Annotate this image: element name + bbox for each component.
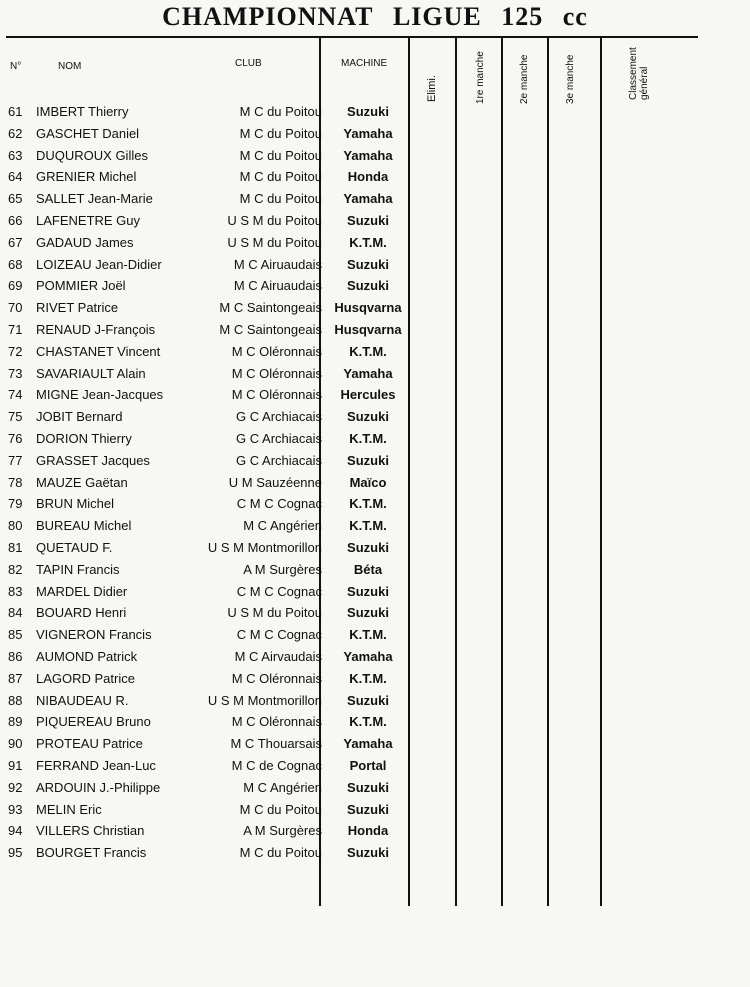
machine-name: Husqvarna (334, 321, 402, 337)
table-row (0, 845, 750, 867)
table-row (0, 126, 750, 148)
header-manche-1: 1re manche (475, 51, 486, 104)
machine-name: Maïco (349, 474, 387, 490)
entries-table (0, 104, 750, 867)
row-number: 63 (8, 147, 23, 163)
club-name: U S M du Poitou (227, 212, 322, 228)
table-row (0, 322, 750, 344)
machine-name: Honda (347, 169, 389, 185)
rider-name: FERRAND Jean-Luc (36, 757, 156, 773)
row-number: 77 (8, 452, 23, 468)
table-row (0, 431, 750, 453)
machine-name: Hercules (340, 387, 396, 403)
table-row (0, 300, 750, 322)
table-row (0, 802, 750, 824)
machine-name: Suzuki (347, 104, 389, 119)
club-name: M C Thouarsais (230, 736, 322, 752)
club-name: M C Saintongeais (219, 321, 322, 337)
row-number: 85 (8, 627, 23, 643)
table-row (0, 736, 750, 758)
table-row (0, 148, 750, 170)
row-number: 81 (8, 539, 23, 555)
club-name: M C du Poitou (239, 801, 322, 817)
club-name: U S M Montmorillon (207, 692, 322, 708)
machine-name: K.T.M. (349, 714, 387, 730)
machine-name: Yamaha (343, 365, 393, 381)
rider-name: BOUARD Henri (36, 605, 127, 621)
table-row (0, 714, 750, 736)
rider-name: VIGNERON Francis (36, 627, 152, 643)
club-name: A M Surgères (243, 823, 322, 839)
club-name: U S M du Poitou (227, 234, 322, 250)
club-name: M C Oléronnais (231, 714, 322, 730)
row-number: 65 (8, 191, 23, 207)
row-number: 86 (8, 648, 23, 664)
row-number: 76 (8, 430, 23, 446)
machine-name: Yamaha (343, 125, 393, 141)
header-manche-2: 2e manche (519, 54, 530, 104)
rider-name: GRASSET Jacques (36, 452, 150, 468)
row-number: 72 (8, 343, 23, 359)
table-row (0, 693, 750, 715)
machine-name: K.T.M. (349, 518, 387, 534)
header-elimi: Elimi. (426, 75, 438, 102)
machine-name: Suzuki (347, 845, 389, 861)
title-word-2: LIGUE (392, 2, 482, 31)
machine-name: Yamaha (343, 736, 393, 752)
row-number: 61 (8, 104, 23, 119)
rider-name: MAUZE Gaëtan (36, 474, 128, 490)
row-number: 68 (8, 256, 23, 272)
machine-name: K.T.M. (349, 343, 387, 359)
row-number: 91 (8, 757, 23, 773)
machine-name: Suzuki (347, 605, 389, 621)
rider-name: PIQUEREAU Bruno (36, 714, 151, 730)
page-title (0, 2, 750, 32)
machine-name: Suzuki (347, 583, 389, 599)
row-number: 62 (8, 125, 23, 141)
rider-name: POMMIER Joël (36, 278, 126, 294)
table-row (0, 518, 750, 540)
club-name: M C du Poitou (239, 169, 322, 185)
machine-name: K.T.M. (349, 496, 387, 512)
rider-name: GADAUD James (36, 234, 134, 250)
table-row (0, 366, 750, 388)
table-row (0, 453, 750, 475)
club-name: M C Airvaudais (234, 648, 322, 664)
club-name: M C du Poitou (239, 147, 322, 163)
rider-name: JOBIT Bernard (36, 409, 123, 425)
table-row (0, 344, 750, 366)
club-name: M C du Poitou (239, 191, 322, 207)
club-name: A M Surgères (243, 561, 322, 577)
table-row (0, 235, 750, 257)
table-row (0, 758, 750, 780)
row-number: 69 (8, 278, 23, 294)
rider-name: GASCHET Daniel (36, 125, 140, 141)
row-number: 83 (8, 583, 23, 599)
row-number: 95 (8, 845, 23, 861)
club-name: M C Oléronnais (231, 670, 322, 686)
club-name: M C Angérien (243, 779, 322, 795)
club-name: M C Oléronnais (231, 365, 322, 381)
club-name: C M C Cognac (236, 583, 322, 599)
rider-name: ARDOUIN J.-Philippe (36, 779, 161, 795)
title-word-4: cc (562, 2, 588, 31)
club-name: G C Archiacais (236, 409, 322, 425)
machine-name: Yamaha (343, 191, 393, 207)
rider-name: DUQUROUX Gilles (36, 147, 148, 163)
rider-name: LAGORD Patrice (36, 670, 135, 686)
table-row (0, 191, 750, 213)
machine-name: K.T.M. (349, 430, 387, 446)
rider-name: QUETAUD F. (36, 539, 113, 555)
rider-name: TAPIN Francis (36, 561, 120, 577)
row-number: 66 (8, 212, 23, 228)
machine-name: Husqvarna (334, 300, 402, 316)
club-name: M C Oléronnais (231, 343, 322, 359)
header-classement: Classement général (628, 47, 650, 100)
machine-name: Suzuki (347, 539, 389, 555)
table-row (0, 605, 750, 627)
rider-name: LOIZEAU Jean-Didier (36, 256, 162, 272)
row-number: 64 (8, 169, 23, 185)
row-number: 88 (8, 692, 23, 708)
rider-name: GRENIER Michel (36, 169, 137, 185)
rider-name: MELIN Eric (36, 801, 102, 817)
machine-name: K.T.M. (349, 670, 387, 686)
table-row (0, 257, 750, 279)
club-name: U S M du Poitou (227, 605, 322, 621)
rider-name: MARDEL Didier (36, 583, 128, 599)
table-row (0, 671, 750, 693)
table-row (0, 584, 750, 606)
row-number: 73 (8, 365, 23, 381)
row-number: 78 (8, 474, 23, 490)
club-name: M C Oléronnais (231, 387, 322, 403)
header-rule (6, 36, 698, 38)
machine-name: K.T.M. (349, 234, 387, 250)
rider-name: IMBERT Thierry (36, 104, 129, 119)
club-name: M C du Poitou (239, 125, 322, 141)
machine-name: Yamaha (343, 648, 393, 664)
machine-name: Suzuki (347, 278, 389, 294)
table-row (0, 823, 750, 845)
table-row (0, 213, 750, 235)
rider-name: RENAUD J-François (36, 321, 156, 337)
table-row (0, 562, 750, 584)
table-row (0, 627, 750, 649)
machine-name: Suzuki (347, 692, 389, 708)
table-row (0, 780, 750, 802)
table-row (0, 496, 750, 518)
club-name: M C Angérien (243, 518, 322, 534)
machine-name: Yamaha (343, 147, 393, 163)
row-number: 93 (8, 801, 23, 817)
machine-name: Suzuki (347, 452, 389, 468)
club-name: M C Airuaudais (233, 256, 322, 272)
rider-name: CHASTANET Vincent (36, 343, 161, 359)
rider-name: NIBAUDEAU R. (36, 692, 129, 708)
rider-name: BUREAU Michel (36, 518, 132, 534)
rider-name: BRUN Michel (36, 496, 115, 512)
rider-name: DORION Thierry (36, 430, 132, 446)
row-number: 79 (8, 496, 23, 512)
club-name: G C Archiacais (236, 452, 322, 468)
machine-name: Suzuki (347, 409, 389, 425)
row-number: 89 (8, 714, 23, 730)
header-manche-3: 3e manche (565, 54, 576, 104)
row-number: 75 (8, 409, 23, 425)
table-row (0, 387, 750, 409)
row-number: 87 (8, 670, 23, 686)
club-name: G C Archiacais (236, 430, 322, 446)
rider-name: SALLET Jean-Marie (36, 191, 153, 207)
machine-name: Suzuki (347, 801, 389, 817)
row-number: 80 (8, 518, 23, 534)
table-row (0, 169, 750, 191)
machine-name: Béta (353, 561, 383, 577)
club-name: M C du Poitou (239, 845, 322, 861)
header-nom: NOM (58, 61, 82, 72)
table-row (0, 278, 750, 300)
machine-name: Suzuki (347, 779, 389, 795)
rider-name: AUMOND Patrick (36, 648, 138, 664)
row-number: 82 (8, 561, 23, 577)
rider-name: MIGNE Jean-Jacques (36, 387, 164, 403)
header-machine: MACHINE (341, 58, 388, 69)
club-name: U M Sauzéenne (228, 474, 322, 490)
club-name: M C de Cognac (231, 757, 322, 773)
machine-name: K.T.M. (349, 627, 387, 643)
row-number: 94 (8, 823, 23, 839)
title-word-1: CHAMPIONNAT (162, 2, 374, 31)
table-row (0, 649, 750, 671)
rider-name: PROTEAU Patrice (36, 736, 143, 752)
club-name: C M C Cognac (236, 496, 322, 512)
row-number: 71 (8, 321, 23, 337)
rider-name: VILLERS Christian (36, 823, 145, 839)
club-name: U S M Montmorillon (207, 539, 322, 555)
club-name: M C Airuaudais (233, 278, 322, 294)
machine-name: Suzuki (347, 256, 389, 272)
table-row (0, 475, 750, 497)
machine-name: Portal (349, 757, 387, 773)
header-club: CLUB (235, 58, 262, 69)
row-number: 70 (8, 300, 23, 316)
club-name: M C du Poitou (239, 104, 322, 119)
table-row (0, 104, 750, 126)
table-row (0, 540, 750, 562)
machine-name: Suzuki (347, 212, 389, 228)
header-no: N° (10, 61, 22, 72)
machine-name: Honda (347, 823, 389, 839)
row-number: 74 (8, 387, 23, 403)
title-word-3: 125 (501, 2, 544, 31)
row-number: 84 (8, 605, 23, 621)
rider-name: SAVARIAULT Alain (36, 365, 146, 381)
row-number: 92 (8, 779, 23, 795)
row-number: 67 (8, 234, 23, 250)
rider-name: RIVET Patrice (36, 300, 119, 316)
club-name: M C Saintongeais (219, 300, 322, 316)
row-number: 90 (8, 736, 23, 752)
club-name: C M C Cognac (236, 627, 322, 643)
rider-name: BOURGET Francis (36, 845, 147, 861)
table-row (0, 409, 750, 431)
rider-name: LAFENETRE Guy (36, 212, 141, 228)
